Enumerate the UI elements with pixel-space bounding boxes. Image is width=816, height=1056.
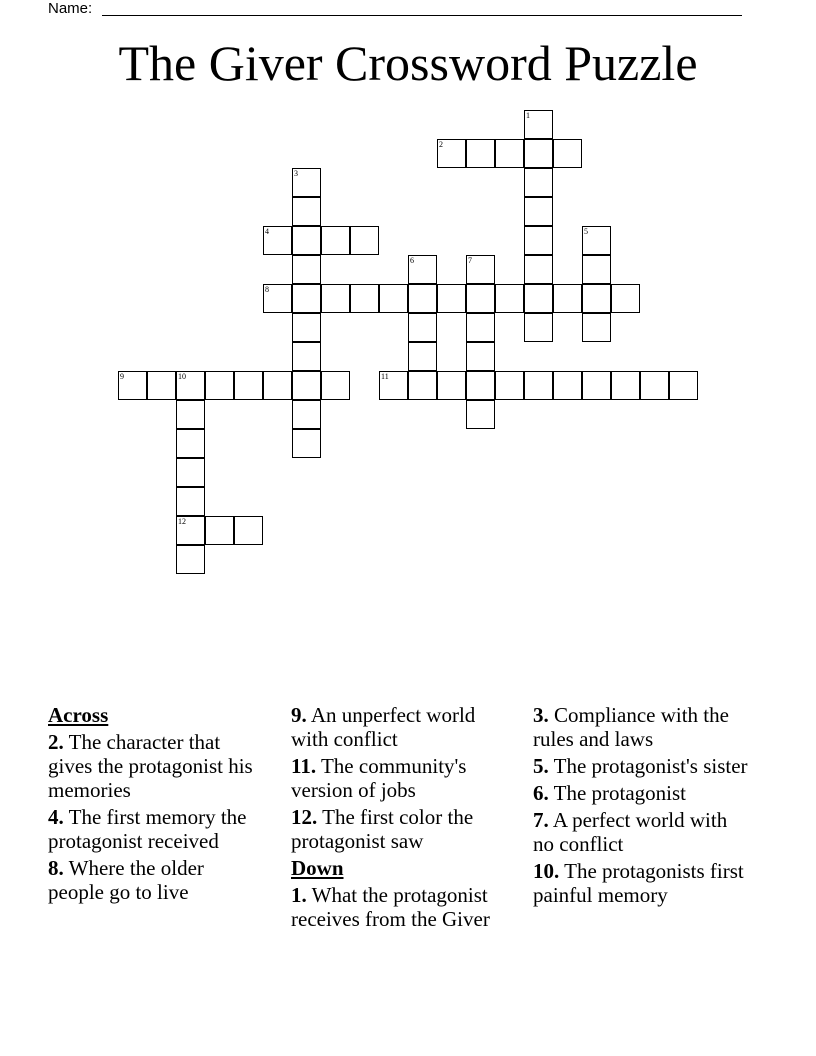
crossword-cell[interactable] bbox=[147, 371, 176, 400]
clue-down-6 bbox=[533, 781, 748, 805]
crossword-cell[interactable] bbox=[350, 284, 379, 313]
clue-number: 8. bbox=[48, 856, 64, 880]
crossword-cell[interactable] bbox=[524, 371, 553, 400]
clues-column-3 bbox=[533, 703, 748, 910]
crossword-cell[interactable] bbox=[611, 284, 640, 313]
clue-number: 1. bbox=[291, 883, 307, 907]
crossword-cell[interactable] bbox=[176, 371, 205, 400]
crossword-cell[interactable] bbox=[553, 371, 582, 400]
crossword-cell[interactable] bbox=[292, 226, 321, 255]
crossword-cell[interactable] bbox=[582, 284, 611, 313]
crossword-cell[interactable] bbox=[234, 371, 263, 400]
clue-down-3 bbox=[533, 703, 748, 751]
clues-column-2 bbox=[291, 703, 506, 934]
clue-down-10 bbox=[533, 859, 748, 907]
clue-number: 11. bbox=[291, 754, 317, 778]
down-heading: Down bbox=[291, 856, 344, 880]
clue-number: 12 bbox=[178, 517, 186, 526]
clue-number: 4 bbox=[265, 227, 269, 236]
clue-text: The community's version of jobs bbox=[291, 754, 467, 802]
clue-text: The first color the protagonist saw bbox=[291, 805, 474, 853]
crossword-cell[interactable] bbox=[437, 139, 466, 168]
clue-number: 5. bbox=[533, 754, 549, 778]
crossword-cell[interactable] bbox=[176, 429, 205, 458]
crossword-cell[interactable] bbox=[466, 313, 495, 342]
clue-number: 1 bbox=[526, 111, 530, 120]
crossword-cell[interactable] bbox=[669, 371, 698, 400]
crossword-cell[interactable] bbox=[292, 371, 321, 400]
clue-text: The protagonist bbox=[553, 781, 687, 805]
clue-number: 9. bbox=[291, 703, 307, 727]
clue-across-2 bbox=[48, 730, 263, 802]
crossword-cell[interactable] bbox=[176, 487, 205, 516]
clue-across-4 bbox=[48, 805, 263, 853]
crossword-cell[interactable] bbox=[292, 400, 321, 429]
crossword-cell[interactable] bbox=[582, 313, 611, 342]
crossword-cell[interactable] bbox=[292, 255, 321, 284]
crossword-cell[interactable] bbox=[408, 255, 437, 284]
crossword-cell[interactable] bbox=[524, 226, 553, 255]
crossword-cell[interactable] bbox=[466, 139, 495, 168]
clue-down-5 bbox=[533, 754, 748, 778]
crossword-cell[interactable] bbox=[582, 226, 611, 255]
clue-number: 11 bbox=[381, 372, 389, 381]
crossword-cell[interactable] bbox=[408, 313, 437, 342]
clue-number: 6 bbox=[410, 256, 414, 265]
crossword-cell[interactable] bbox=[466, 255, 495, 284]
crossword-cell[interactable] bbox=[292, 284, 321, 313]
crossword-cell[interactable] bbox=[234, 516, 263, 545]
crossword-cell[interactable] bbox=[205, 516, 234, 545]
clue-number: 8 bbox=[265, 285, 269, 294]
clue-across-8 bbox=[48, 856, 263, 904]
clue-number: 5 bbox=[584, 227, 588, 236]
crossword-cell[interactable] bbox=[524, 284, 553, 313]
clue-number: 4. bbox=[48, 805, 64, 829]
clue-number: 2. bbox=[48, 730, 64, 754]
clue-text: The protagonist's sister bbox=[553, 754, 748, 778]
crossword-cell[interactable] bbox=[466, 342, 495, 371]
crossword-cell[interactable] bbox=[524, 168, 553, 197]
clue-text: What the protagonist receives from the Giver bbox=[291, 883, 490, 931]
crossword-cell[interactable] bbox=[176, 516, 205, 545]
across-heading: Across bbox=[48, 703, 109, 727]
crossword-cell[interactable] bbox=[553, 284, 582, 313]
crossword-cell[interactable] bbox=[495, 139, 524, 168]
clue-down-7 bbox=[533, 808, 748, 856]
clue-text: An unperfect world with conflict bbox=[291, 703, 476, 751]
crossword-cell[interactable] bbox=[292, 197, 321, 226]
clue-number: 12. bbox=[291, 805, 318, 829]
crossword-cell[interactable] bbox=[640, 371, 669, 400]
crossword-cell[interactable] bbox=[321, 371, 350, 400]
crossword-cell[interactable] bbox=[524, 255, 553, 284]
crossword-cell[interactable] bbox=[292, 168, 321, 197]
clue-number: 2 bbox=[439, 140, 443, 149]
crossword-cell[interactable] bbox=[379, 371, 408, 400]
crossword-cell[interactable] bbox=[263, 226, 292, 255]
crossword-cell[interactable] bbox=[437, 284, 466, 313]
clues-column-1 bbox=[48, 703, 263, 907]
crossword-cell[interactable] bbox=[321, 284, 350, 313]
name-label: Name: bbox=[48, 0, 93, 17]
clue-number: 3 bbox=[294, 169, 298, 178]
crossword-cell[interactable] bbox=[495, 284, 524, 313]
clue-number: 9 bbox=[120, 372, 124, 381]
crossword-cell[interactable] bbox=[553, 139, 582, 168]
crossword-cell[interactable] bbox=[524, 197, 553, 226]
clue-number: 7 bbox=[468, 256, 472, 265]
clue-text: The character that gives the protagonist his memories bbox=[48, 730, 253, 802]
crossword-cell[interactable] bbox=[263, 284, 292, 313]
clue-text: Where the older people go to live bbox=[48, 856, 204, 904]
crossword-cell[interactable] bbox=[408, 342, 437, 371]
clue-across-12 bbox=[291, 805, 506, 853]
crossword-cell[interactable] bbox=[118, 371, 147, 400]
crossword-cell[interactable] bbox=[466, 284, 495, 313]
crossword-cell[interactable] bbox=[524, 139, 553, 168]
crossword-cell[interactable] bbox=[582, 371, 611, 400]
crossword-cell[interactable] bbox=[292, 313, 321, 342]
crossword-cell[interactable] bbox=[611, 371, 640, 400]
clue-across-11 bbox=[291, 754, 506, 802]
crossword-cell[interactable] bbox=[350, 226, 379, 255]
crossword-cell[interactable] bbox=[408, 284, 437, 313]
crossword-cell[interactable] bbox=[524, 110, 553, 139]
clue-across-9 bbox=[291, 703, 506, 751]
clue-down-1 bbox=[291, 883, 506, 931]
clue-number: 10 bbox=[178, 372, 186, 381]
clue-number: 7. bbox=[533, 808, 549, 832]
crossword-cell[interactable] bbox=[466, 400, 495, 429]
crossword-cell[interactable] bbox=[582, 255, 611, 284]
clue-text: The protagonists first painful memory bbox=[533, 859, 744, 907]
crossword-cell[interactable] bbox=[176, 545, 205, 574]
crossword-cell[interactable] bbox=[466, 371, 495, 400]
crossword-cell[interactable] bbox=[524, 313, 553, 342]
crossword-cell[interactable] bbox=[408, 371, 437, 400]
crossword-cell[interactable] bbox=[263, 371, 292, 400]
clue-text: Compliance with the rules and laws bbox=[533, 703, 729, 751]
clue-number: 10. bbox=[533, 859, 560, 883]
clue-text: A perfect world with no conflict bbox=[533, 808, 728, 856]
clue-number: 3. bbox=[533, 703, 549, 727]
crossword-cell[interactable] bbox=[321, 226, 350, 255]
clue-text: The first memory the protagonist received bbox=[48, 805, 247, 853]
crossword-cell[interactable] bbox=[292, 429, 321, 458]
page-title: The Giver Crossword Puzzle bbox=[118, 35, 698, 91]
crossword-cell[interactable] bbox=[176, 400, 205, 429]
crossword-cell[interactable] bbox=[205, 371, 234, 400]
crossword-cell[interactable] bbox=[292, 342, 321, 371]
crossword-cell[interactable] bbox=[495, 371, 524, 400]
clue-number: 6. bbox=[533, 781, 549, 805]
crossword-cell[interactable] bbox=[176, 458, 205, 487]
crossword-cell[interactable] bbox=[437, 371, 466, 400]
crossword-cell[interactable] bbox=[379, 284, 408, 313]
